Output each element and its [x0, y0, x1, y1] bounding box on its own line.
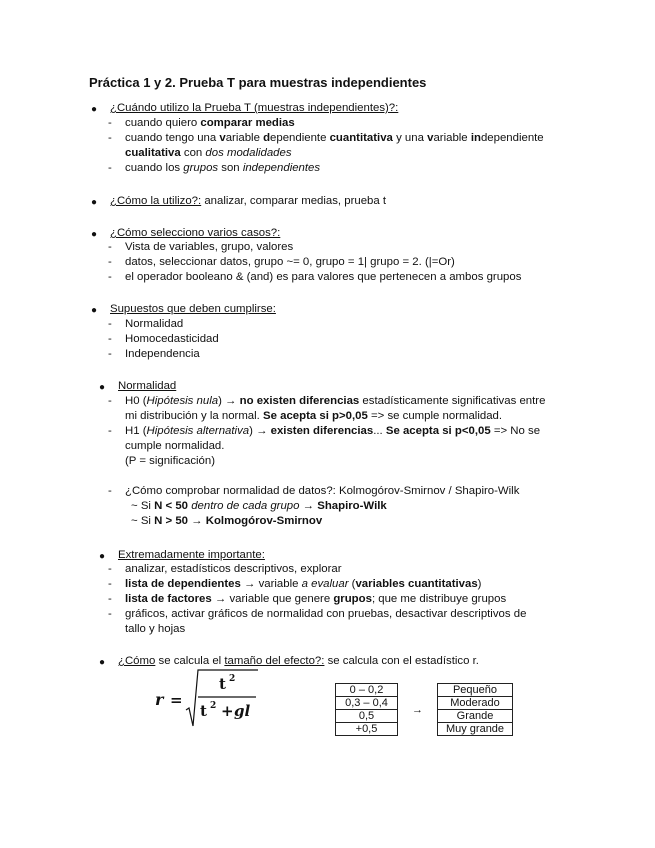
range-cell: 0 – 0,2 [336, 684, 398, 697]
bullet: ● [91, 229, 98, 240]
effect-size-table [335, 683, 513, 736]
bullet: ● [91, 305, 98, 316]
range-cell: 0,5 [336, 710, 398, 723]
section-heading-when: ¿Cuándo utilizo la Prueba T (muestras independientes)?: [110, 102, 399, 114]
list-item-continuation: mi distribución y la normal. Se acepta si p>0,05 => se cumple normalidad. [125, 410, 503, 422]
formula-plus: + [221, 702, 234, 720]
list-item: el operador booleano & (and) es para valores que pertenecen a ambos grupos [125, 271, 522, 283]
range-cell: +0,5 [336, 723, 398, 736]
section-heading-effect-size: ¿Cómo se calcula el tamaño del efecto?: se calcula con el estadístico r. [118, 655, 479, 667]
dash: - [108, 485, 112, 497]
list-item: cuando los grupos son independientes [125, 162, 321, 174]
dash: - [108, 132, 112, 144]
section-heading-normality: Normalidad [118, 380, 177, 392]
dash: - [108, 578, 112, 590]
range-cell: 0,3 – 0,4 [336, 697, 398, 710]
dash: - [108, 348, 112, 360]
dash: - [108, 593, 112, 605]
list-item: Normalidad [125, 318, 184, 330]
list-item: ¿Cómo comprobar normalidad de datos?: Kolmogórov-Smirnov / Shapiro-Wilk [125, 485, 520, 497]
list-item-continuation: tallo y hojas [125, 623, 186, 635]
arrow-cell: → [398, 684, 438, 736]
formula-denominator-t: t [200, 702, 207, 720]
list-item: Independencia [125, 348, 200, 360]
list-item: Vista de variables, grupo, valores [125, 241, 294, 253]
dash: - [108, 395, 112, 407]
list-item: Homocedasticidad [125, 333, 219, 345]
formula-lhs: r [155, 690, 164, 709]
dash: - [108, 318, 112, 330]
formula-exp-den: 2 [210, 701, 217, 711]
list-item-continuation: cualitativa con dos modalidades [125, 147, 292, 159]
label-cell: Moderado [438, 697, 513, 710]
formula-equals: = [170, 691, 183, 709]
list-item: lista de factores → variable que genere grupos; que me distribuye grupos [125, 593, 507, 605]
section-heading-assumptions: Supuestos que deben cumplirse: [110, 303, 276, 315]
list-item: datos, seleccionar datos, grupo ~= 0, grupo = 1| grupo = 2. (|=Or) [125, 256, 455, 268]
formula-gl: gl [234, 702, 251, 720]
dash: - [108, 271, 112, 283]
list-item: cuando tengo una variable dependiente cuantitativa y una variable independiente [125, 132, 544, 144]
page-title: Práctica 1 y 2. Prueba T para muestras independientes [89, 75, 427, 90]
bullet: ● [99, 382, 106, 393]
bullet: ● [91, 197, 98, 208]
list-item: cuando quiero comparar medias [125, 117, 295, 129]
sub-item: ~ Si N > 50 → Kolmogórov-Smirnov [131, 515, 323, 527]
list-item-continuation: (P = significación) [125, 455, 216, 467]
dash: - [108, 608, 112, 620]
label-cell: Muy grande [438, 723, 513, 736]
section-heading-how: ¿Cómo la utilizo?: analizar, comparar medias, prueba t [110, 195, 387, 207]
bullet: ● [99, 551, 106, 562]
list-item-continuation: cumple normalidad. [125, 440, 225, 452]
dash: - [108, 117, 112, 129]
list-item: H1 (Hipótesis alternativa) → existen diferencias... Se acepta si p<0,05 => No se [125, 425, 541, 437]
dash: - [108, 563, 112, 575]
dash: - [108, 162, 112, 174]
section-heading-select: ¿Cómo selecciono varios casos?: [110, 227, 281, 239]
formula-exp-num: 2 [229, 674, 236, 684]
sub-item: ~ Si N < 50 dentro de cada grupo → Shapiro-Wilk [131, 500, 387, 512]
bullet: ● [99, 657, 106, 668]
dash: - [108, 241, 112, 253]
list-item: gráficos, activar gráficos de normalidad con pruebas, desactivar descriptivos de [125, 608, 527, 620]
label-cell: Pequeño [438, 684, 513, 697]
formula-numerator: t [219, 675, 226, 693]
dash: - [108, 256, 112, 268]
table-row [336, 684, 513, 697]
dash: - [108, 333, 112, 345]
label-cell: Grande [438, 710, 513, 723]
dash: - [108, 425, 112, 437]
effect-size-formula [152, 668, 267, 728]
section-heading-important: Extremadamente importante: [118, 549, 265, 561]
list-item: lista de dependientes → variable a evaluar (variables cuantitativas) [125, 578, 482, 590]
list-item: analizar, estadísticos descriptivos, explorar [125, 563, 342, 575]
bullet: ● [91, 104, 98, 115]
list-item: H0 (Hipótesis nula) → no existen diferencias estadísticamente significativas entre [125, 395, 546, 407]
